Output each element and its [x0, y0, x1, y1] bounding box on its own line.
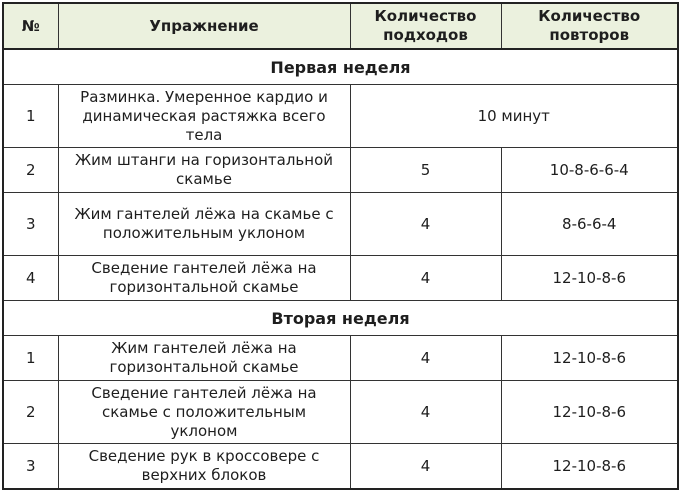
table-row [3, 85, 678, 148]
reps-value: 8-6-6-4 [501, 193, 678, 256]
exercise-name: Сведение гантелей лёжа на скамье с положительным уклоном [58, 381, 350, 444]
row-number: 3 [3, 193, 58, 256]
merged-duration: 10 минут [350, 85, 678, 148]
table-row [3, 444, 678, 490]
table-row [3, 381, 678, 444]
table-row [3, 336, 678, 381]
exercise-table-body [3, 49, 678, 489]
workout-plan-table [2, 2, 679, 490]
reps-value: 12-10-8-6 [501, 336, 678, 381]
exercise-name: Сведение гантелей лёжа на горизонтальной скамье [58, 256, 350, 301]
reps-value: 12-10-8-6 [501, 444, 678, 490]
row-number: 1 [3, 336, 58, 381]
exercise-name: Жим штанги на горизонтальной скамье [58, 148, 350, 193]
sets-value: 4 [350, 381, 501, 444]
row-number: 2 [3, 381, 58, 444]
column-header-sets: Количество подходов [350, 3, 501, 49]
reps-value: 12-10-8-6 [501, 381, 678, 444]
exercise-name: Жим гантелей лёжа на скамье с положительным уклоном [58, 193, 350, 256]
exercise-name: Разминка. Умеренное кардио и динамическая растяжка всего тела [58, 85, 350, 148]
exercise-name: Жим гантелей лёжа на горизонтальной скамье [58, 336, 350, 381]
section-title: Вторая неделя [3, 301, 678, 336]
sets-value: 4 [350, 444, 501, 490]
column-header-number: № [3, 3, 58, 49]
sets-value: 4 [350, 193, 501, 256]
row-number: 3 [3, 444, 58, 490]
exercise-name: Сведение рук в кроссовере с верхних блоков [58, 444, 350, 490]
sets-value: 4 [350, 256, 501, 301]
row-number: 2 [3, 148, 58, 193]
table-header [3, 3, 678, 49]
row-number: 1 [3, 85, 58, 148]
table-row [3, 193, 678, 256]
table-row [3, 148, 678, 193]
sets-value: 5 [350, 148, 501, 193]
section-row [3, 301, 678, 336]
column-header-reps: Количество повторов [501, 3, 678, 49]
column-header-exercise: Упражнение [58, 3, 350, 49]
sets-value: 4 [350, 336, 501, 381]
reps-value: 12-10-8-6 [501, 256, 678, 301]
section-row [3, 49, 678, 85]
section-title: Первая неделя [3, 49, 678, 85]
reps-value: 10-8-6-6-4 [501, 148, 678, 193]
header-row [3, 3, 678, 49]
row-number: 4 [3, 256, 58, 301]
table-row [3, 256, 678, 301]
